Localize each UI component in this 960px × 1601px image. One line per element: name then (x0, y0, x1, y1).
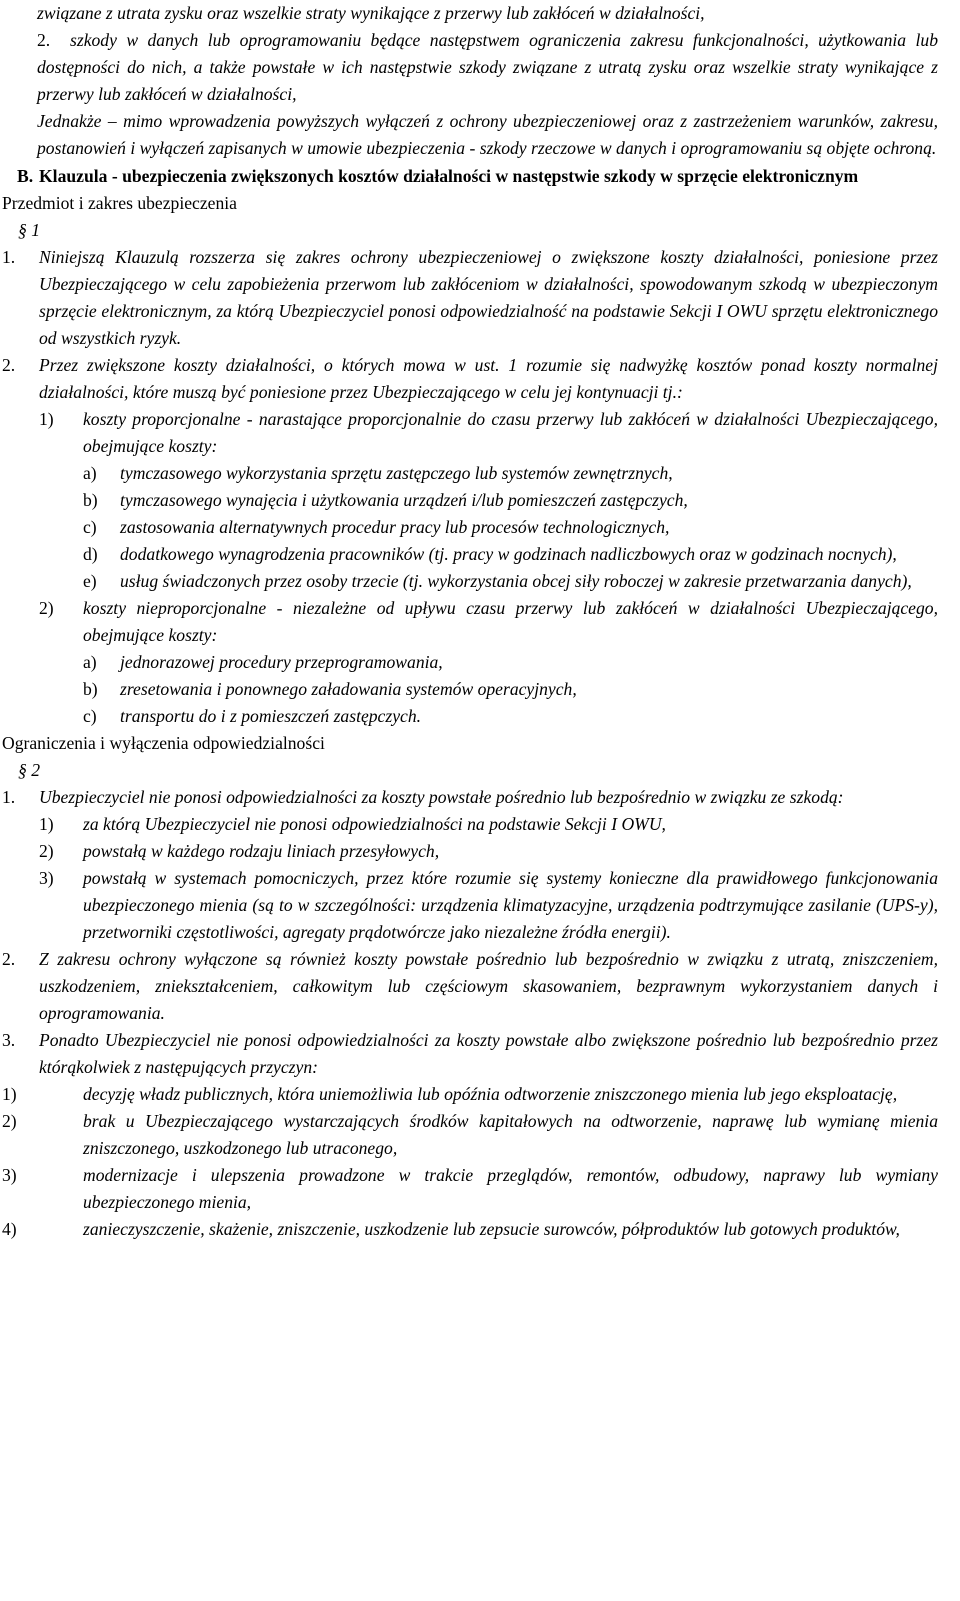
list-number: 2. (2, 355, 16, 375)
clause-number: B. (17, 166, 34, 186)
list-item (2, 784, 938, 811)
list-item (2, 1162, 938, 1216)
list-number: 2) (39, 841, 54, 861)
list-text: modernizacje i ulepszenia prowadzone w trakcie przeglądów, remontów, odbudowy, naprawy lub wymiany ubezpieczonego mienia, (83, 1165, 938, 1212)
list-item (2, 460, 938, 487)
list-text: Ponadto Ubezpieczyciel nie ponosi odpowiedzialności za koszty powstałe albo zwiększone pośrednio lub bezpośrednio przez którąkolwiek z następujących przyczyn: (39, 1030, 938, 1077)
list-number: 1) (39, 409, 54, 429)
list-item (2, 838, 938, 865)
list-number: 3) (2, 1165, 17, 1185)
list-text: Ubezpieczyciel nie ponosi odpowiedzialności za koszty powstałe pośrednio lub bezpośrednio w związku ze szkodą: (39, 787, 844, 807)
list-number: 1. (2, 247, 16, 267)
list-item (2, 487, 938, 514)
list-item (2, 1216, 938, 1243)
list-item (2, 649, 938, 676)
list-item (2, 244, 938, 352)
list-number: 1) (39, 814, 54, 834)
list-item (2, 676, 938, 703)
list-number: 3. (2, 1030, 16, 1050)
section-heading: Przedmiot i zakres ubezpieczenia (2, 193, 237, 213)
list-text: za którą Ubezpieczyciel nie ponosi odpowiedzialności na podstawie Sekcji I OWU, (83, 814, 666, 834)
list-text: zanieczyszczenie, skażenie, zniszczenie, uszkodzenie lub zepsucie surowców, półproduktów lub gotowych produktów, (83, 1219, 900, 1239)
list-text: zastosowania alternatywnych procedur pracy lub procesów technologicznych, (120, 517, 670, 537)
section-heading: Ograniczenia i wyłączenia odpowiedzialności (2, 733, 325, 753)
list-item (2, 1081, 938, 1108)
paragraph-sign: § 1 (18, 220, 40, 240)
list-number: 2) (39, 598, 54, 618)
list-item (2, 865, 938, 946)
list-text: decyzję władz publicznych, która uniemożliwia lub opóźnia odtworzenie zniszczonego mienia lub jego eksploatację, (83, 1084, 898, 1104)
list-item (2, 703, 938, 730)
list-text: tymczasowego wynajęcia i użytkowania urządzeń i/lub pomieszczeń zastępczych, (120, 490, 688, 510)
list-text: Z zakresu ochrony wyłączone są również koszty powstałe pośrednio lub bezpośrednio w związku z utratą, zniszczeniem, uszkodzeniem, zniekształceniem, całkowitym lub częściowym skasowaniem, bezprawnym wykorzystaniem danych i oprogramowania. (39, 949, 938, 1023)
list-text: brak u Ubezpieczającego wystarczających środków kapitałowych na odtworzenie, naprawę lub wymianę mienia zniszczonego, uszkodzonego lub utraconego, (83, 1111, 938, 1158)
list-item (2, 27, 938, 108)
list-number: 1. (2, 787, 16, 807)
list-item (2, 1027, 938, 1081)
list-text: jednorazowej procedury przeprogramowania, (120, 652, 443, 672)
list-text: powstałą w każdego rodzaju liniach przesyłowych, (83, 841, 440, 861)
list-item (2, 595, 938, 649)
list-text: koszty proporcjonalne - narastające proporcjonalnie do czasu przerwy lub zakłóceń w działalności Ubezpieczającego, obejmujące koszty: (83, 409, 938, 456)
list-text: transportu do i z pomieszczeń zastępczych. (120, 706, 422, 726)
continuation-line: związane z utrata zysku oraz wszelkie straty wynikające z przerwy lub zakłóceń w działalności, (37, 3, 705, 23)
clause-title-text: Klauzula - ubezpieczenia zwiększonych kosztów działalności w następstwie szkody w sprzęcie elektronicznym (39, 166, 859, 186)
list-item (2, 1108, 938, 1162)
list-text: powstałą w systemach pomocniczych, przez które rozumie się systemy konieczne dla prawidłowego funkcjonowania ubezpieczonego mienia (są to w szczególności: urządzenia klimatyzacyjne, urządzenia podtrzymujące zasilanie (UPS-y), przetworniki częstotliwości, agregaty prądotwórcze jako niezależne źródła energii). (83, 868, 938, 942)
list-text: Niniejszą Klauzulą rozszerza się zakres ochrony ubezpieczeniowej o zwiększone koszty działalności, poniesione przez Ubezpieczającego w celu zapobieżenia przerwom lub zakłóceniom w działalności, spowodowanym szkodą w ubezpieczonym sprzęcie elektronicznym, za którą Ubezpieczyciel ponosi odpowiedzialność na podstawie Sekcji I OWU sprzętu elektronicznego od wszystkich ryzyk. (39, 247, 938, 348)
list-number: e) (83, 571, 97, 591)
clause-title (2, 163, 938, 190)
list-text: dodatkowego wynagrodzenia pracowników (tj. pracy w godzinach nadliczbowych oraz w godzinach nocnych), (120, 544, 897, 564)
list-item (2, 514, 938, 541)
list-number: b) (83, 490, 98, 510)
list-number: 1) (2, 1084, 17, 1104)
list-number: d) (83, 544, 98, 564)
paragraph-sign: § 2 (18, 760, 40, 780)
list-text: Przez zwiększone koszty działalności, o których mowa w ust. 1 rozumie się nadwyżkę kosztów ponad koszty normalnej działalności, które muszą być poniesione przez Ubezpieczającego w celu jej kontynuacji tj.: (39, 355, 938, 402)
list-item (2, 541, 938, 568)
list-text: szkody w danych lub oprogramowaniu będące następstwem ograniczenia zakresu funkcjonalności, użytkowania lub dostępności do nich, a także powstałe w ich następstwie szkody związane z utratą zysku oraz wszelkie straty wynikające z przerwy lub zakłóceń w działalności, (37, 30, 938, 104)
list-text: zresetowania i ponownego załadowania systemów operacyjnych, (120, 679, 577, 699)
list-item (2, 811, 938, 838)
list-number: 2. (37, 30, 51, 50)
list-number: 3) (39, 868, 54, 888)
list-number: 2) (2, 1111, 17, 1131)
list-text: usług świadczonych przez osoby trzecie (tj. wykorzystania obcej siły roboczej w zakresie przetwarzania danych), (120, 571, 912, 591)
list-item (2, 946, 938, 1027)
list-item (2, 568, 938, 595)
list-number: a) (83, 652, 97, 672)
list-text: tymczasowego wykorzystania sprzętu zastępczego lub systemów zewnętrznych, (120, 463, 673, 483)
however-paragraph: Jednakże – mimo wprowadzenia powyższych wyłączeń z ochrony ubezpieczeniowej oraz z zastrzeżeniem warunków, zakresu, postanowień i wyłączeń zapisanych w umowie ubezpieczenia - szkody rzeczowe w danych i oprogramowaniu są objęte ochroną. (37, 111, 938, 158)
list-number: a) (83, 463, 97, 483)
list-number: c) (83, 517, 97, 537)
list-number: c) (83, 706, 97, 726)
list-item (2, 352, 938, 406)
list-number: 2. (2, 949, 16, 969)
list-number: 4) (2, 1219, 17, 1239)
list-text: koszty nieproporcjonalne - niezależne od upływu czasu przerwy lub zakłóceń w działalności Ubezpieczającego, obejmujące koszty: (83, 598, 938, 645)
list-number: b) (83, 679, 98, 699)
list-item (2, 406, 938, 460)
